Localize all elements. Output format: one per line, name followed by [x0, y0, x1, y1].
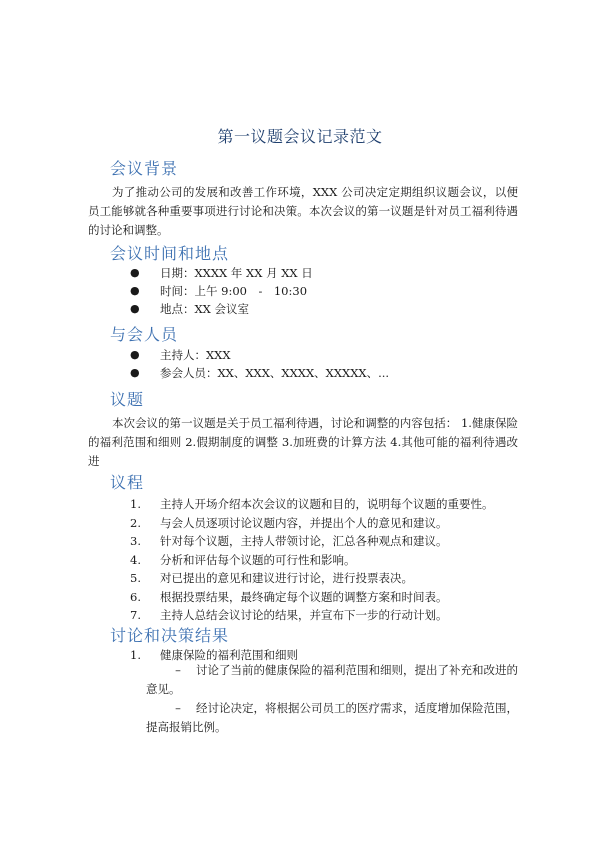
- agenda-item: [0, 551, 600, 570]
- list-number: 1.: [130, 497, 141, 511]
- list-item-text: 对已提出的意见和建议进行讨论，进行投票表决。: [160, 571, 413, 585]
- list-number: 5.: [130, 571, 141, 585]
- bullet-icon: ●: [130, 348, 140, 361]
- list-number: 3.: [130, 534, 141, 548]
- agenda-item: [0, 569, 600, 588]
- list-item-text: 主持人：XXX: [160, 348, 231, 362]
- list-item-text: 日期：XXXX 年 XX 月 XX 日: [160, 266, 313, 280]
- heading-time-place: 会议时间和地点: [110, 244, 230, 263]
- heading-attendees: 与会人员: [110, 325, 179, 344]
- dash-marker: –: [175, 663, 181, 677]
- sub-item-text: 经讨论决定，将根据公司员工的医疗需求，适度增加保险范围，提高报销比例。: [146, 701, 518, 734]
- list-item-text: 健康保险的福利范围和细则: [160, 648, 298, 662]
- dash-marker: –: [175, 701, 181, 715]
- agenda-list: [0, 495, 600, 625]
- bullet-icon: ●: [130, 284, 140, 297]
- list-item-text: 地点：XX 会议室: [160, 302, 250, 316]
- agenda-item: [0, 514, 600, 533]
- agenda-item: [0, 532, 600, 551]
- list-number: 4.: [130, 552, 141, 567]
- list-item-text: 主持人总结会议讨论的结果，并宣布下一步的行动计划。: [160, 608, 448, 622]
- bullet-icon: ●: [130, 266, 140, 279]
- result-sub-item-1: [146, 661, 518, 699]
- time-place-list: [0, 264, 600, 318]
- attendees-list: [0, 346, 600, 382]
- list-item-text: 参会人员：XX、XXX、XXXX、XXXXX、...: [160, 366, 390, 380]
- background-paragraph: 为了推动公司的发展和改善工作环境，XXX 公司决定定期组织议题会议，以便员工能够就各种重要事项进行讨论和决策。本次会议的第一议题是针对员工福利待遇的讨论和调整。: [88, 185, 518, 237]
- heading-background: 会议背景: [110, 159, 179, 178]
- list-number: 6.: [130, 589, 141, 604]
- agenda-item: [0, 606, 600, 625]
- list-item: [0, 346, 600, 364]
- list-item-text: 与会人员逐项讨论议题内容，并提出个人的意见和建议。: [160, 515, 448, 530]
- agenda-item: [0, 588, 600, 607]
- topic-paragraph: 本次会议的第一议题是关于员工福利待遇，讨论和调整的内容包括： 1.健康保险的福利范围和细则 2.假期制度的调整 3.加班费的计算方法 4.其他可能的福利待遇改进: [88, 416, 518, 468]
- list-item-text: 针对每个议题，主持人带领讨论，汇总各种观点和建议。: [160, 534, 448, 548]
- document-title: 第一议题会议记录范文: [217, 127, 383, 146]
- list-number: 2.: [130, 515, 141, 530]
- list-item-text: 分析和评估每个议题的可行性和影响。: [160, 552, 356, 567]
- list-number: 1.: [130, 648, 141, 662]
- list-item-text: 主持人开场介绍本次会议的议题和目的，说明每个议题的重要性。: [160, 497, 494, 511]
- list-item: [0, 364, 600, 382]
- list-item-text: 根据投票结果，最终确定每个议题的调整方案和时间表。: [160, 589, 448, 604]
- heading-agenda: 议程: [110, 473, 145, 492]
- list-item: [0, 300, 600, 318]
- heading-topic: 议题: [110, 390, 145, 409]
- sub-item-text: 讨论了当前的健康保险的福利范围和细则，提出了补充和改进的意见。: [146, 663, 518, 696]
- list-item: [0, 264, 600, 282]
- result-sub-item-2: [146, 699, 518, 737]
- list-item: [0, 282, 600, 300]
- bullet-icon: ●: [130, 302, 140, 315]
- bullet-icon: ●: [130, 366, 140, 379]
- agenda-item: [0, 495, 600, 514]
- heading-results: 讨论和决策结果: [110, 626, 230, 645]
- list-number: 7.: [130, 608, 141, 622]
- list-item-text: 时间：上午 9:00 - 10:30: [160, 284, 308, 298]
